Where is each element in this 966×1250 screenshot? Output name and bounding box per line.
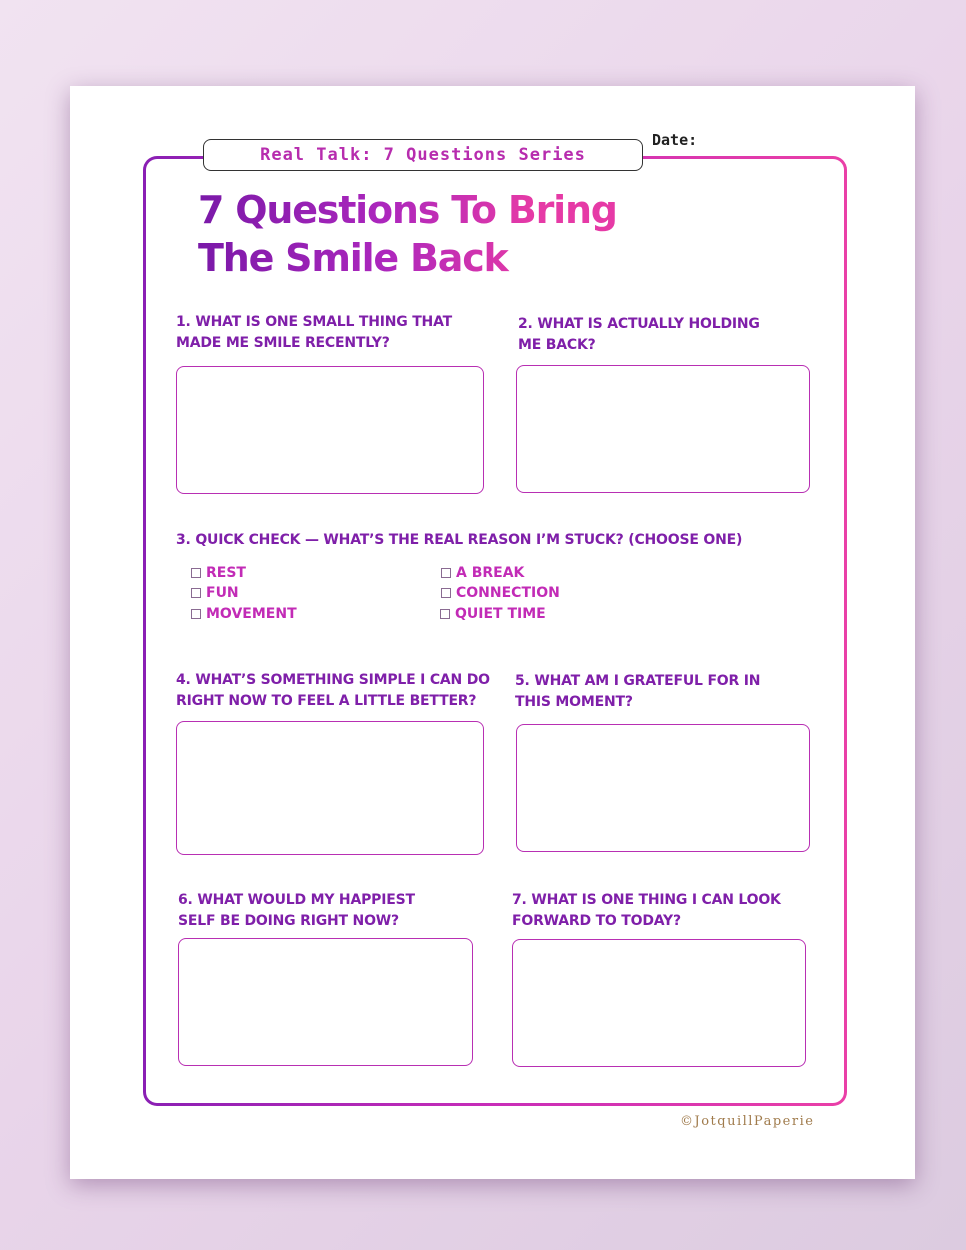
checkbox-quiet-time[interactable]: QUIET TIME [440,606,546,622]
checkbox-icon [191,609,201,619]
question-5: 5. WHAT AM I GRATEFUL FOR IN THIS MOMENT? [515,673,761,710]
checkbox-icon [191,588,201,598]
question-3: 3. QUICK CHECK — WHAT’S THE REAL REASON I’M STUCK? (CHOOSE ONE) [176,532,743,548]
title-line-1: 7 Questions To Bring [198,188,617,232]
answer-box-6[interactable] [178,938,473,1066]
question-6: 6. WHAT WOULD MY HAPPIEST SELF BE DOING RIGHT NOW? [178,892,415,929]
answer-box-1[interactable] [176,366,484,494]
page-title [198,186,617,282]
answer-box-5[interactable] [516,724,810,852]
checkbox-icon [441,588,451,598]
question-4: 4. WHAT’S SOMETHING SIMPLE I CAN DO RIGHT NOW TO FEEL A LITTLE BETTER? [176,672,490,709]
checkbox-icon [440,609,450,619]
checkbox-a-break[interactable]: A BREAK [441,565,524,581]
answer-box-4[interactable] [176,721,484,855]
checkbox-icon [441,568,451,578]
date-label: Date: [652,131,698,149]
worksheet-page [70,86,915,1179]
copyright-credit: ©JotquillPaperie [680,1114,815,1129]
question-2: 2. WHAT IS ACTUALLY HOLDING ME BACK? [518,316,760,353]
checkbox-rest[interactable]: REST [191,565,246,581]
answer-box-2[interactable] [516,365,810,493]
checkbox-movement[interactable]: MOVEMENT [191,606,297,622]
answer-box-7[interactable] [512,939,806,1067]
question-7: 7. WHAT IS ONE THING I CAN LOOK FORWARD TO TODAY? [512,892,781,929]
title-line-2: The Smile Back [198,236,508,280]
checkbox-fun[interactable]: FUN [191,585,239,601]
question-1: 1. WHAT IS ONE SMALL THING THAT MADE ME SMILE RECENTLY? [176,314,452,351]
checkbox-icon [191,568,201,578]
series-label: Real Talk: 7 Questions Series [203,139,643,171]
checkbox-connection[interactable]: CONNECTION [441,585,560,601]
